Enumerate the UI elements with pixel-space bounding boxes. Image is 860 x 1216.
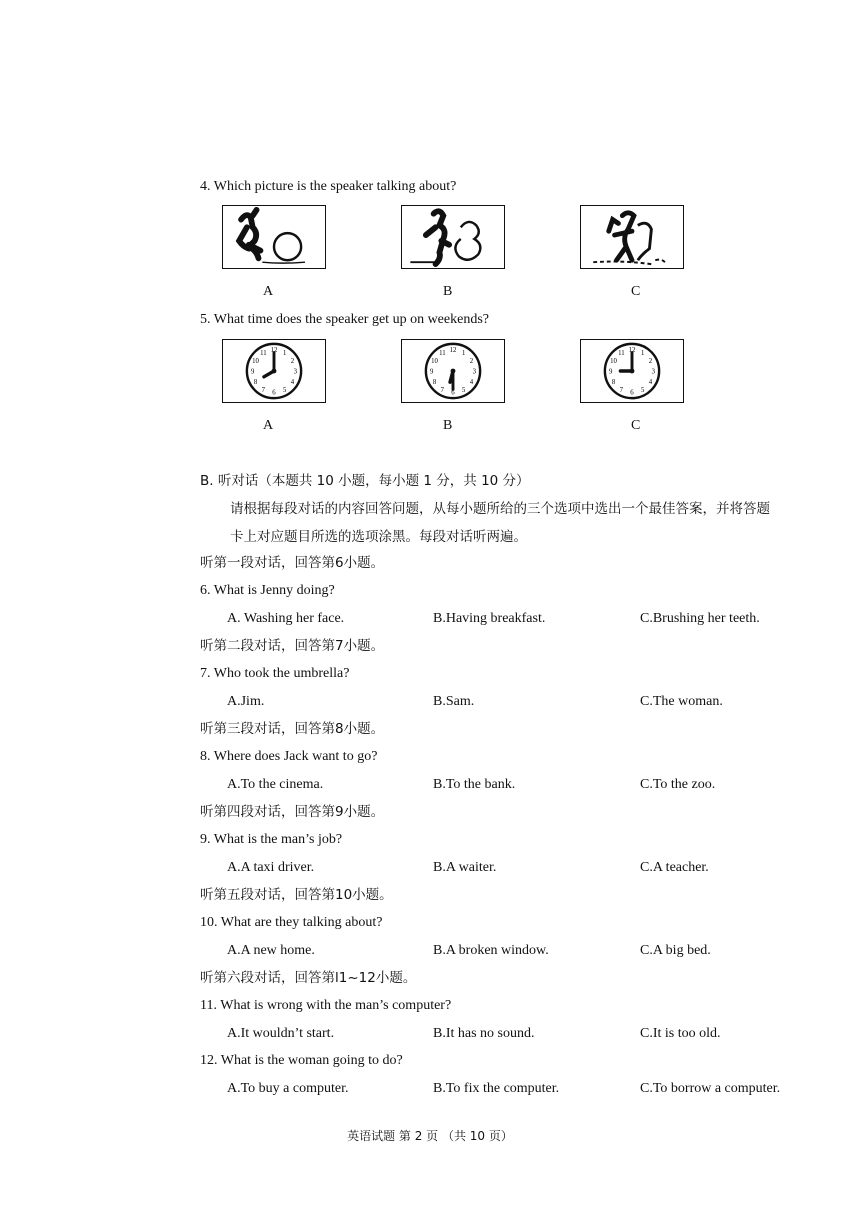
q5-label-a: A	[263, 418, 274, 433]
q4-label-b: B	[443, 284, 453, 299]
option-a: A.To buy a computer.	[227, 1081, 349, 1096]
clock-number: 2	[469, 357, 474, 365]
clock-number: 1	[461, 349, 466, 357]
clock-number: 11	[618, 349, 625, 357]
dialogue-intro: 听第六段对话，回答第l1~12小题。	[200, 970, 417, 986]
question-text: 8. Where does Jack want to go?	[200, 749, 378, 764]
clock-number: 7	[440, 386, 445, 394]
option-c: C.To borrow a computer.	[640, 1081, 781, 1096]
option-b: B.Having breakfast.	[433, 611, 546, 626]
clock-number: 12	[449, 347, 457, 355]
q5-clock-a	[222, 339, 326, 403]
clock-number: 3	[651, 368, 656, 376]
clock-number: 12	[628, 347, 636, 355]
clock-number: 5	[282, 386, 287, 394]
q4-label-c: C	[631, 284, 641, 299]
clock-number: 10	[610, 357, 617, 365]
dialogue-intro: 听第四段对话，回答第9小题。	[200, 804, 385, 820]
option-b: B.To fix the computer.	[433, 1081, 560, 1096]
clock-number: 5	[640, 386, 645, 394]
clock-number: 11	[260, 349, 267, 357]
page-footer: 英语试题 第 2 页 （共 10 页）	[347, 1129, 513, 1143]
option-b: B.A waiter.	[433, 860, 497, 875]
clock-number: 4	[469, 379, 474, 387]
option-a: A.A taxi driver.	[227, 860, 315, 875]
clock-number: 1	[640, 349, 645, 357]
option-c: C.A teacher.	[640, 860, 709, 875]
question-text: 6. What is Jenny doing?	[200, 583, 335, 598]
question-text: 10. What are they talking about?	[200, 915, 383, 930]
clock-number: 8	[432, 379, 437, 387]
dialogue-intro: 听第一段对话，回答第6小题。	[200, 555, 385, 571]
option-a: A.To the cinema.	[227, 777, 324, 792]
q4-label-a: A	[263, 284, 274, 299]
clock-number: 6	[272, 389, 276, 397]
option-a: A.Jim.	[227, 694, 265, 709]
q5-question: 5. What time does the speaker get up on weekends?	[200, 312, 489, 327]
q5-clock-c	[580, 339, 684, 403]
clock-number: 10	[252, 357, 259, 365]
option-a: A.It wouldn’t start.	[227, 1026, 335, 1041]
clock-number: 12	[270, 347, 278, 355]
section-b-instruction-1: 请根据每段对话的内容回答问题，从每小题所给的三个选项中选出一个最佳答案，并将答题	[230, 501, 770, 517]
option-b: B.A broken window.	[433, 943, 549, 958]
option-c: C.To the zoo.	[640, 777, 716, 792]
q4-question: 4. Which picture is the speaker talking about?	[200, 179, 457, 194]
question-text: 11. What is wrong with the man’s computer?	[200, 998, 452, 1013]
clock-number: 4	[290, 379, 295, 387]
clock-number: 8	[253, 379, 258, 387]
clock-number: 2	[290, 357, 295, 365]
q4-picture-c	[580, 205, 684, 269]
section-b-instruction-2: 卡上对应题目所选的选项涂黑。每段对话听两遍。	[230, 529, 527, 545]
clock-center	[630, 369, 635, 374]
dialogue-intro: 听第二段对话，回答第7小题。	[200, 638, 385, 654]
q4-picture-b	[401, 205, 505, 269]
dialogue-intro: 听第五段对话，回答第10小题。	[200, 887, 393, 903]
dialogue-intro: 听第三段对话，回答第8小题。	[200, 721, 385, 737]
clock-number: 3	[472, 368, 477, 376]
clock-number: 6	[630, 389, 634, 397]
clock-number: 2	[648, 357, 653, 365]
figure-with-dog-icon	[581, 206, 683, 268]
clock-number: 7	[619, 386, 624, 394]
question-text: 12. What is the woman going to do?	[200, 1053, 403, 1068]
option-b: B.It has no sound.	[433, 1026, 535, 1041]
q5-clock-b	[401, 339, 505, 403]
option-c: C.The woman.	[640, 694, 723, 709]
clock-number: 3	[293, 368, 298, 376]
option-c: C.It is too old.	[640, 1026, 721, 1041]
q5-label-c: C	[631, 418, 641, 433]
clock-number: 8	[611, 379, 616, 387]
clock-center	[272, 369, 277, 374]
q4-picture-a	[222, 205, 326, 269]
question-text: 9. What is the man’s job?	[200, 832, 343, 847]
clock-number: 1	[282, 349, 287, 357]
clock-number: 9	[429, 368, 434, 376]
q5-label-b: B	[443, 418, 453, 433]
clock-number: 9	[250, 368, 255, 376]
clock-icon	[581, 340, 683, 402]
question-text: 7. Who took the umbrella?	[200, 666, 350, 681]
option-b: B.To the bank.	[433, 777, 516, 792]
option-a: A. Washing her face.	[227, 611, 345, 626]
option-b: B.Sam.	[433, 694, 475, 709]
clock-icon	[223, 340, 325, 402]
section-b-title: B. 听对话（本题共 10 小题，每小题 1 分，共 10 分）	[200, 473, 530, 489]
clock-number: 7	[261, 386, 266, 394]
clock-number: 11	[439, 349, 446, 357]
clock-number: 9	[608, 368, 613, 376]
clock-center	[451, 369, 456, 374]
clock-number: 10	[431, 357, 438, 365]
clock-number: 4	[648, 379, 653, 387]
figure-with-ball-icon	[402, 206, 504, 268]
skater-with-ball-icon	[223, 206, 325, 268]
clock-icon	[402, 340, 504, 402]
option-c: C.Brushing her teeth.	[640, 611, 760, 626]
option-c: C.A big bed.	[640, 943, 711, 958]
clock-number: 6	[451, 389, 455, 397]
option-a: A.A new home.	[227, 943, 315, 958]
clock-number: 5	[461, 386, 466, 394]
